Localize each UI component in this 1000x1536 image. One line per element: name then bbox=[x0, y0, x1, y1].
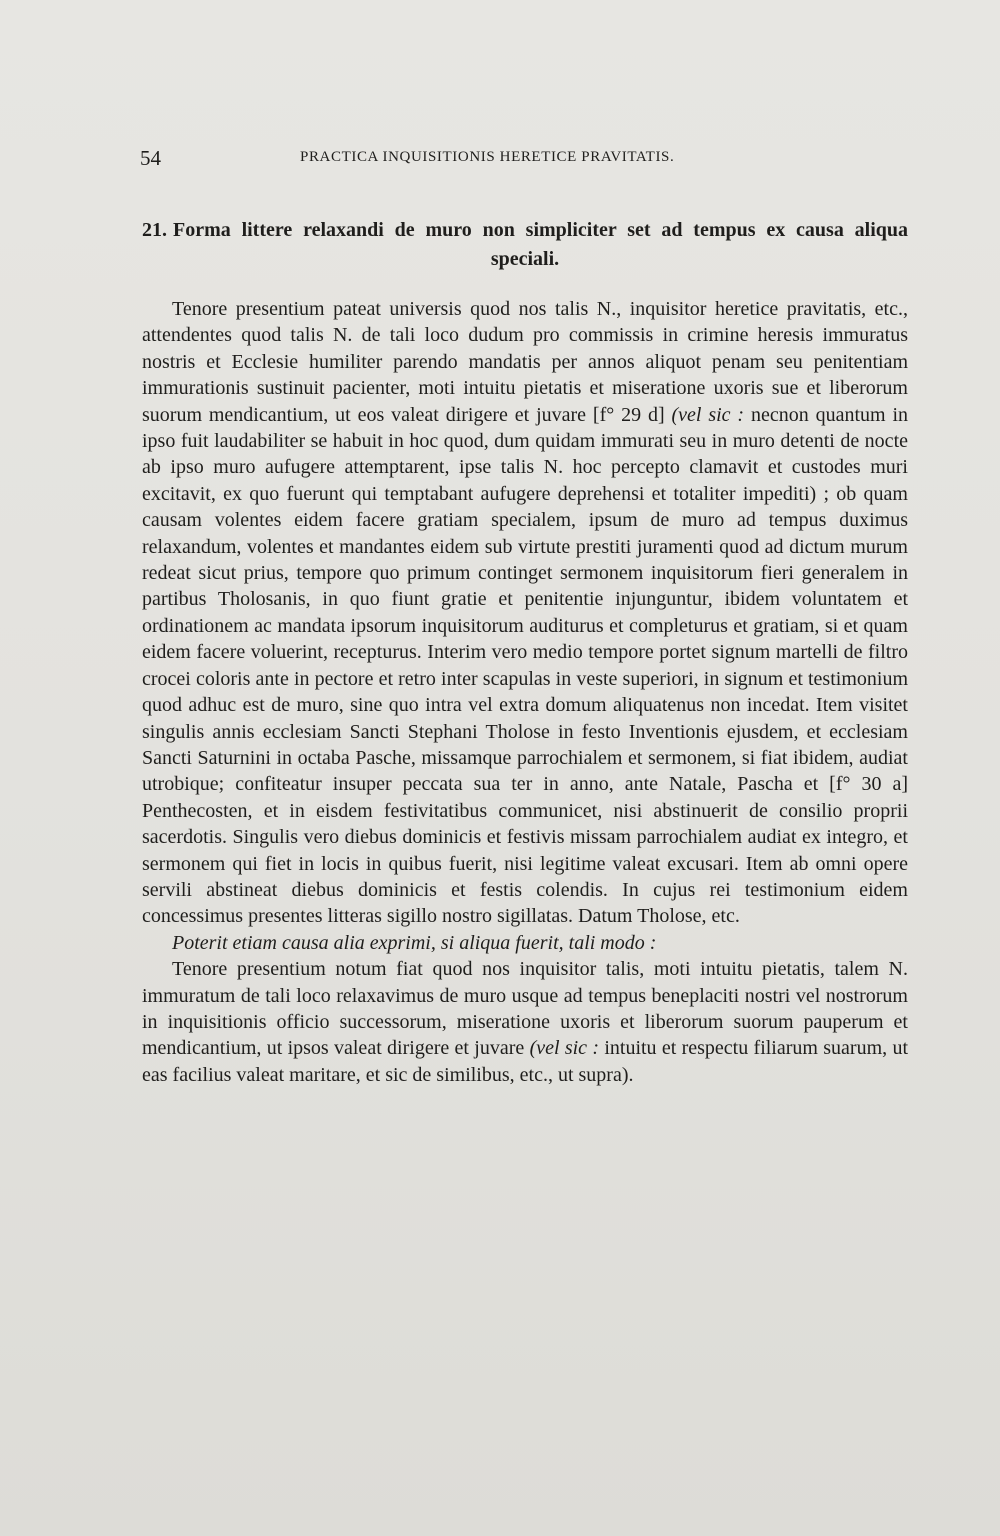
vel-sic-note-1: (vel sic : bbox=[671, 403, 745, 426]
italic-intro: Poterit etiam causa alia exprimi, si aliqua fuerit, tali modo : bbox=[172, 931, 657, 954]
folio-reference-29d: [f° 29 d] bbox=[592, 403, 665, 426]
paragraph-1-text-b: necnon quantum in ipso fuit laudabiliter se habuit in hoc quod, dum quidam immurati seu in muro detenti de nocte ab ipso muro aufugere attemptarent, ipse talis N. hoc percepto clamavit et custodes muri excitavit, ex quo fuerunt qui temptabant aufugere deprehensi et totaliter impediti) ; ob quam causam volentes eidem facere gratiam specialem, ipsum de muro ad tempus duximus relaxandum, volentes et mandantes eidem sub virtute prestiti juramenti quod ad dictum murum redeat sicut prius, tempore quo primum continget sermonem inquisitorum fieri generalem in partibus Tholosanis, in quo fiunt gratie et penitentie injunguntur, ibidem voluntatem et ordinationem ac mandata ipsorum inquisitorum auditurus et completurus et gratiam, si et quam eidem facere voluerint, recepturus. Interim vero medio tempore portet signum martelli de filtro crocei coloris ante in pectore et retro inter scapulas in veste superiori, in signum et testimonium quod adhuc est de muro, sine quo intra vel extra domum aliquatenus non incedat. Item visitet singulis annis ecclesiam Sancti Stephani Tholose in festo Inventionis ejusdem, et ecclesiam Sancti Saturnini in octaba Pasche, missamque parrochialem et sermonem, si fiat ibidem, audiat utrobique; confiteatur insuper peccata sua ter in anno, ante Natale, Pascha et bbox=[142, 403, 908, 796]
body-text bbox=[142, 296, 908, 1088]
section-heading bbox=[142, 216, 908, 274]
running-title: PRACTICA INQUISITIONIS HERETICE PRAVITATIS. bbox=[300, 149, 675, 165]
vel-sic-note-2: (vel sic : bbox=[529, 1037, 600, 1060]
folio-reference-30a: [f° 30 a] bbox=[829, 773, 908, 796]
section-number: 21. bbox=[142, 219, 167, 241]
section-title: Forma littere relaxandi de muro non simpliciter set ad tempus ex causa aliqua speciali. bbox=[173, 219, 908, 270]
paragraph-1-text-a: Tenore presentium pateat universis quod nos talis N., inquisitor heretice pravitatis, etc., attendentes quod talis N. de tali loco dudum pro commissis in crimine heresis immuratus nostris et Ecclesie humiliter parendo mandatis per annos aliquot penam seu penitentiam immurationis sustinuit pacienter, moti intuitu pietatis et miseratione uxoris sue et liberorum suorum mendicantium, ut eos valeat dirigere et juvare bbox=[142, 298, 908, 426]
letter-paragraph-2 bbox=[142, 956, 908, 1088]
paragraph-2-text-a: Tenore presentium notum fiat quod nos inquisitor talis, moti intuitu pietatis, talem N. immuratum de tali loco relaxavimus de muro usque ad tempus beneplaciti nostri vel nostrorum in inquisitionis officio successorum, miseratione uxoris et liberorum suorum pauperum et mendicantium, ut ipsos valeat dirigere et juvare bbox=[142, 958, 908, 1060]
paragraph-1-text-c: Penthecosten, et in eisdem festivitatibus communicet, nisi abstinuerit de consilio proprii sacerdotis. Singulis vero diebus dominicis et festivis missam parrochialem audiat ex integro, et sermonem qui fiet in locis in quibus fuerit, nisi legitime valeat excusari. Item ab omni opere servili abstineat diebus dominicis et festis colendis. In cujus rei testimonium eidem concessimus presentes litteras sigillo nostro sigillatas. Datum Tholose, etc. bbox=[142, 799, 908, 928]
paragraph-2-text-b: intuitu et respectu filiarum suarum, ut eas facilius valeat maritare, et sic de similibus, etc., ut supra). bbox=[142, 1037, 908, 1086]
letter-paragraph-1 bbox=[142, 296, 908, 930]
page-header bbox=[140, 146, 900, 174]
page-number: 54 bbox=[140, 146, 161, 170]
